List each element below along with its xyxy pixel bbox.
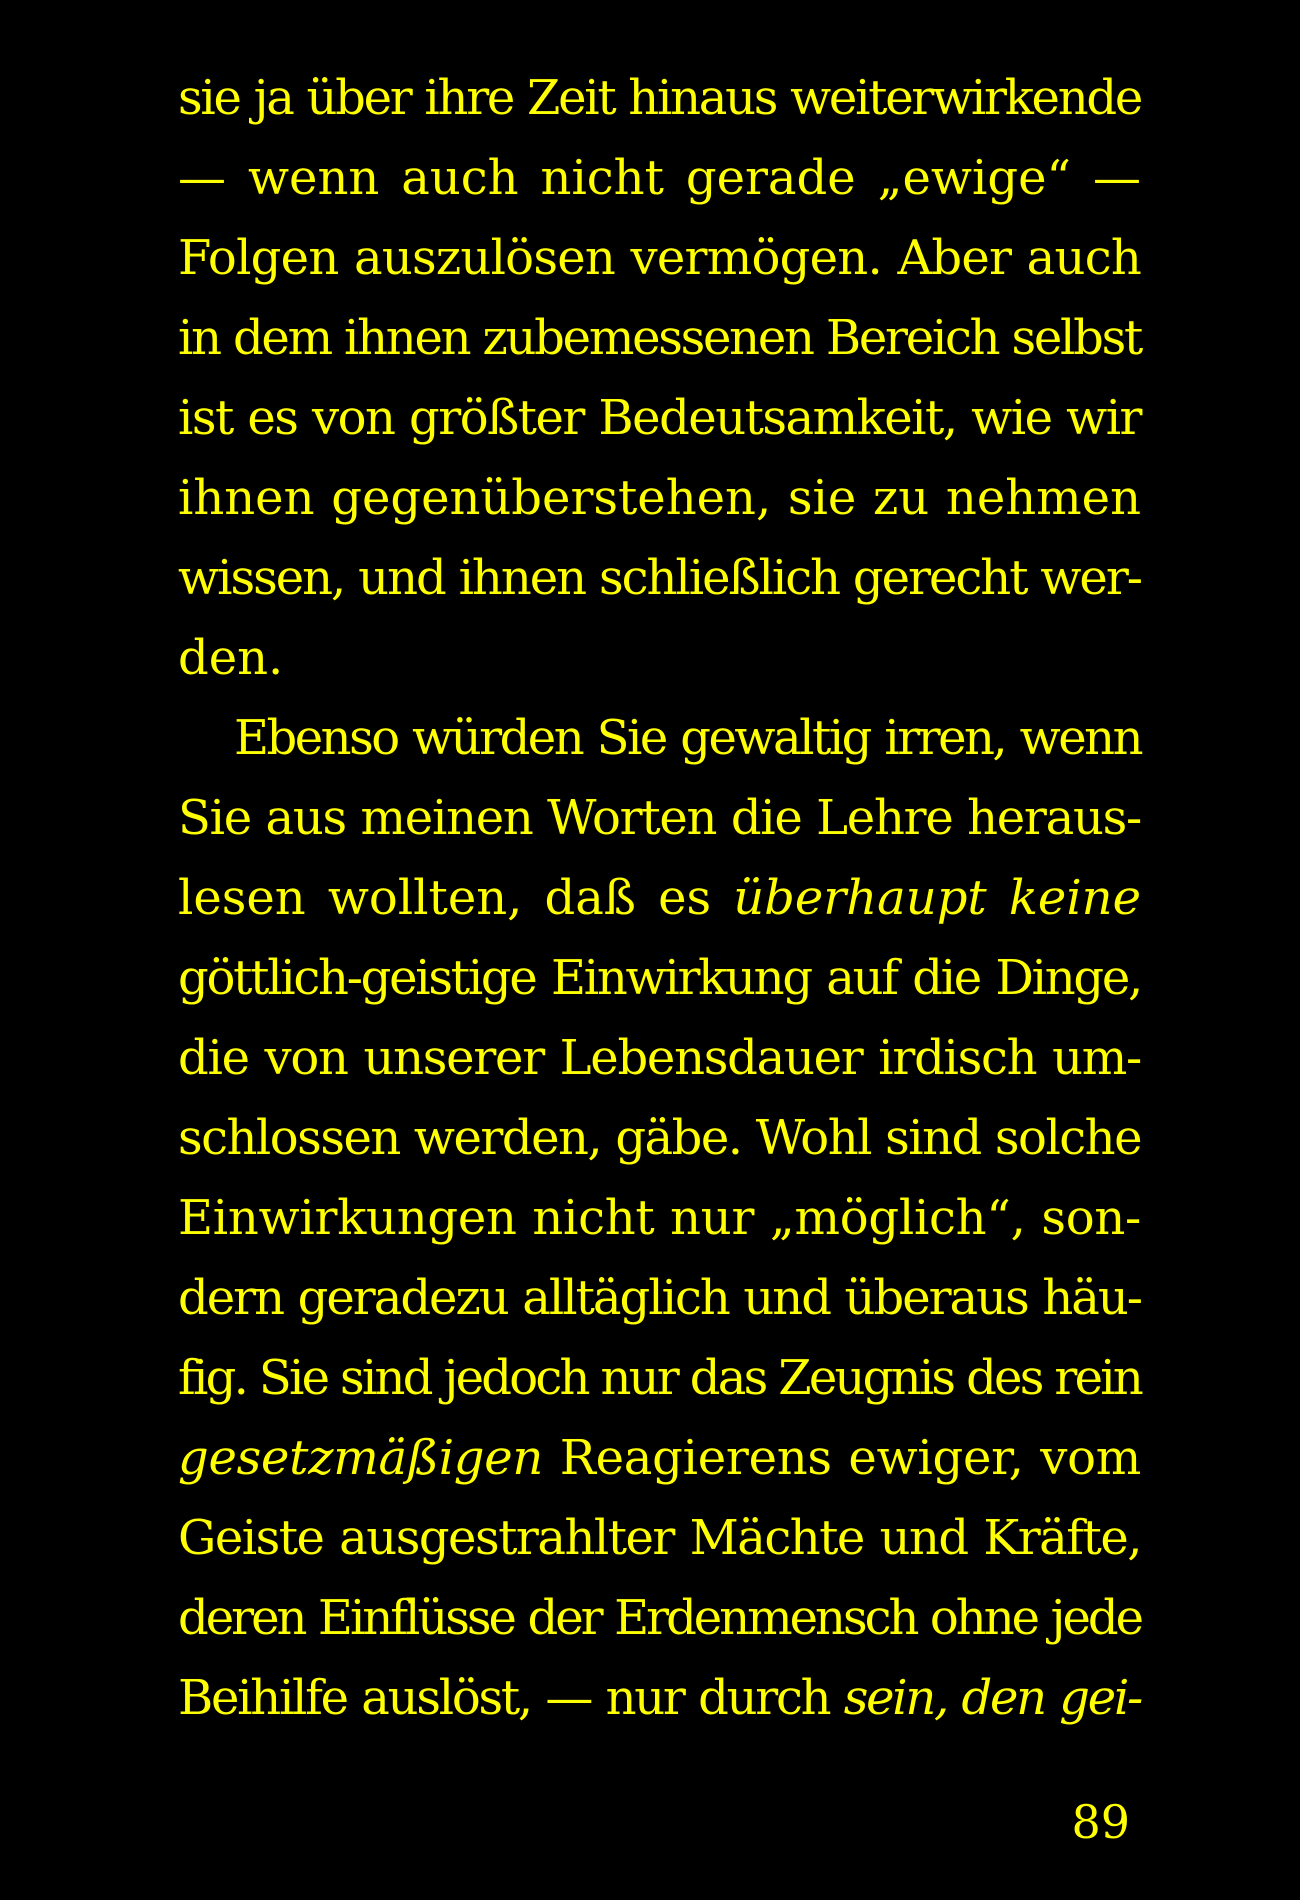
text-segment: schlossen werden, gäbe. Wohl sind solche: [178, 1110, 1141, 1166]
text-segment: göttlich-geistige Einwirkung auf die Dinge,: [178, 950, 1141, 1006]
text-segment: lesen wollten, daß es: [178, 870, 734, 926]
text-line: [178, 138, 1141, 218]
text-line: [178, 378, 1141, 458]
body-text: [178, 58, 1141, 1738]
italic-emphasis: überhaupt keine: [733, 870, 1141, 926]
text-segment: die von unserer Lebensdauer irdisch um-: [178, 1030, 1141, 1086]
text-segment: den.: [178, 630, 284, 686]
text-segment: Ebenso würden Sie gewaltig irren, wenn: [234, 710, 1141, 766]
text-segment: Geiste ausgestrahlter Mächte und Kräfte,: [178, 1510, 1141, 1566]
text-line: [178, 218, 1141, 298]
text-line: [178, 938, 1141, 1018]
text-line: [178, 1098, 1141, 1178]
text-line: [178, 458, 1141, 538]
text-line: [178, 858, 1141, 938]
text-line: [178, 1658, 1141, 1738]
text-line: [178, 1578, 1141, 1658]
text-segment: dern geradezu alltäglich und überaus häu-: [178, 1270, 1141, 1326]
text-line: [178, 1338, 1141, 1418]
paragraph-first-line: [178, 698, 1141, 778]
text-segment: sie ja über ihre Zeit hinaus weiterwirkende: [178, 70, 1141, 126]
text-segment: Sie aus meinen Worten die Lehre heraus-: [178, 790, 1141, 846]
text-line: [178, 298, 1141, 378]
text-segment: fig. Sie sind jedoch nur das Zeugnis des rein: [178, 1350, 1141, 1406]
text-line: [178, 1018, 1141, 1098]
text-line: [178, 538, 1141, 618]
paragraph-last-line: [178, 618, 1141, 698]
text-segment: Reagierens ewiger, vom: [543, 1430, 1141, 1486]
text-line: [178, 1418, 1141, 1498]
text-segment: wissen, und ihnen schließlich gerecht wer-: [178, 550, 1141, 606]
text-segment: deren Einflüsse der Erdenmensch ohne jede: [178, 1590, 1141, 1646]
text-segment: — wenn auch nicht gerade „ewige“ —: [178, 150, 1141, 206]
text-segment: Einwirkungen nicht nur „möglich“, son-: [178, 1190, 1141, 1246]
text-line: [178, 1178, 1141, 1258]
text-line: [178, 1258, 1141, 1338]
text-segment: Beihilfe auslöst, — nur durch: [178, 1670, 844, 1726]
text-segment: ihnen gegenüberstehen, sie zu nehmen: [178, 470, 1141, 526]
text-segment: in dem ihnen zubemessenen Bereich selbst: [178, 310, 1141, 366]
text-segment: Folgen auszulösen vermögen. Aber auch: [178, 230, 1141, 286]
text-segment: ist es von größter Bedeutsamkeit, wie wir: [178, 390, 1141, 446]
italic-emphasis: sein, den gei-: [843, 1670, 1142, 1726]
text-line: [178, 58, 1141, 138]
italic-emphasis: gesetzmäßigen: [178, 1430, 544, 1486]
page-number: 89: [1071, 1795, 1130, 1849]
text-line: [178, 778, 1141, 858]
text-line: [178, 1498, 1141, 1578]
